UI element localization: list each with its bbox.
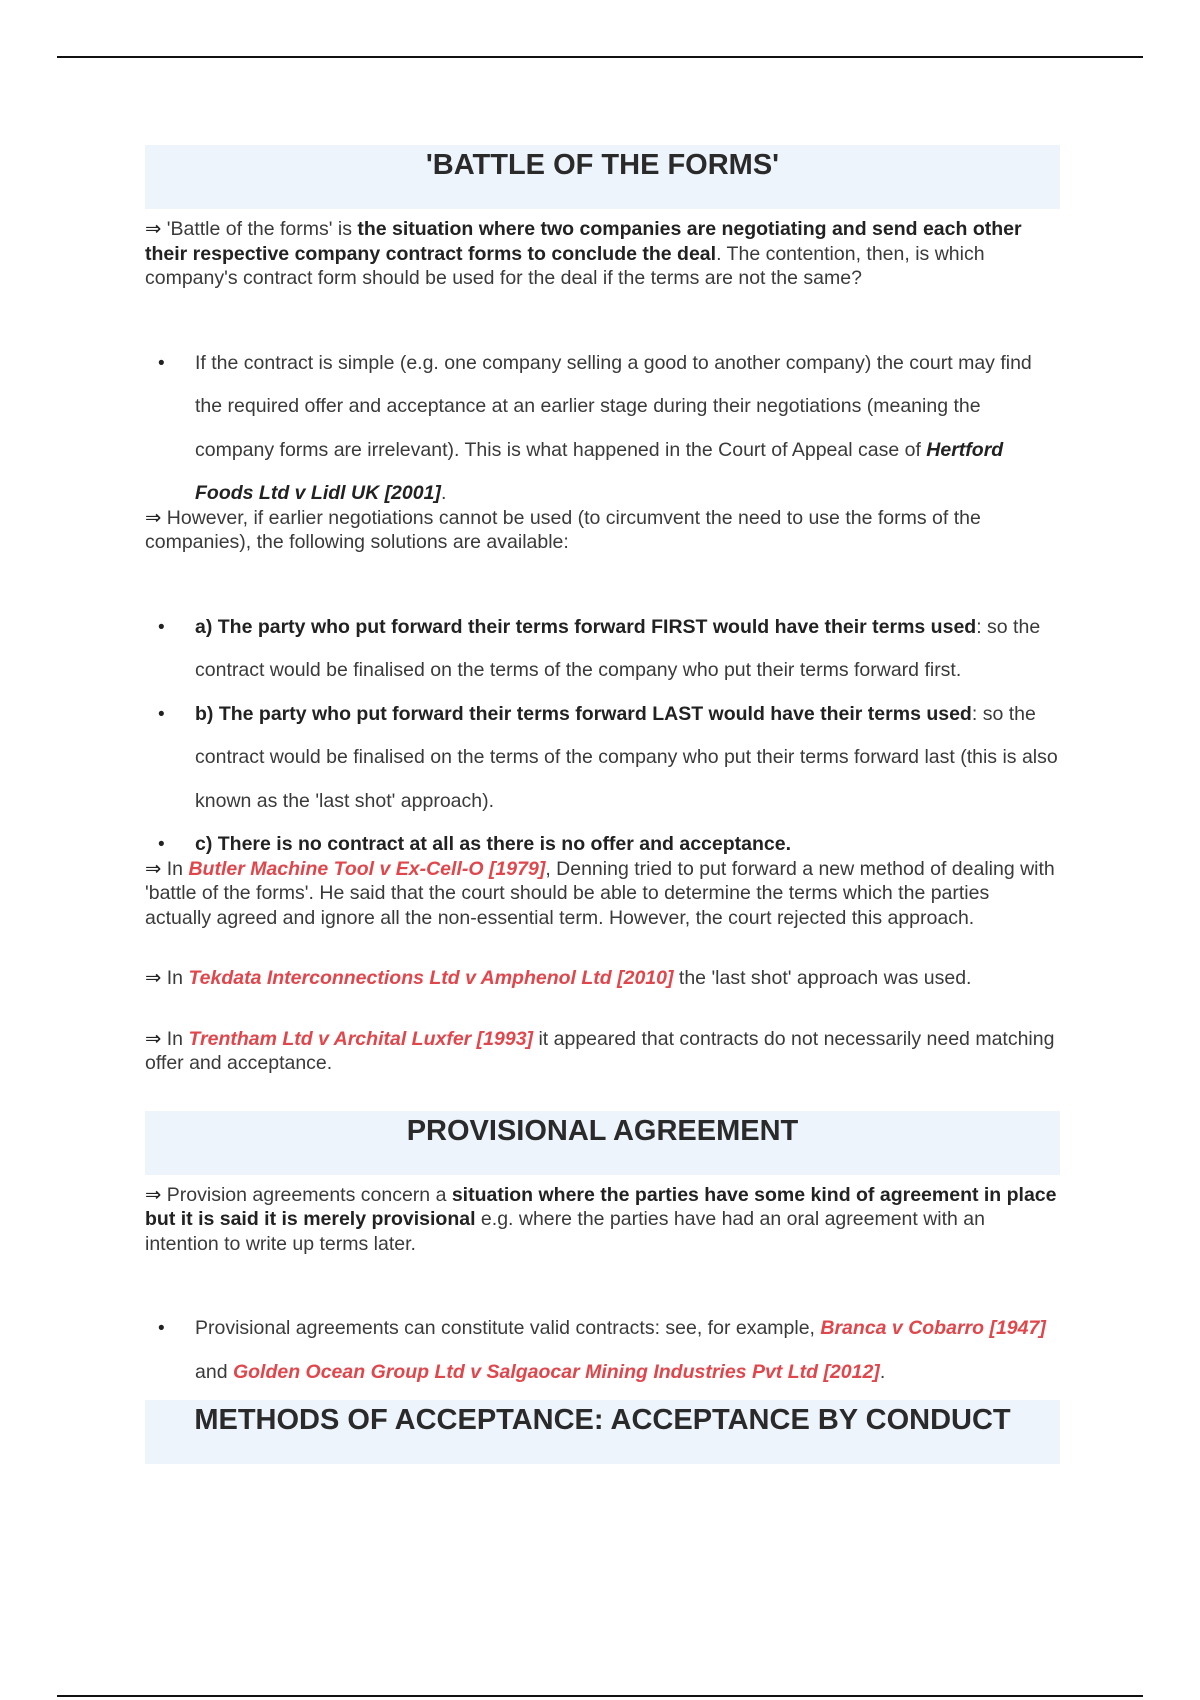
- provisional-list: [145, 1307, 1060, 1394]
- provisional-intro-paragraph: ⇒ Provision agreements concern a situation where the parties have some kind of agreement in place but it is said it is merely provisional e.g. where the parties have had an oral agreement with an intention to write up terms later.: [145, 1183, 1057, 1255]
- case-citation: Trentham Ltd v Archital Luxfer [1993]: [188, 1027, 534, 1050]
- page-top-rule: [57, 56, 1143, 58]
- tekdata-paragraph: ⇒ In Tekdata Interconnections Ltd v Amphenol Ltd [2010] the 'last shot' approach was used.: [145, 967, 972, 989]
- butler-paragraph: ⇒ In Butler Machine Tool v Ex-Cell-O [1979], Denning tried to put forward a new method of dealing with 'battle of the forms'. He said that the court should be able to determine the terms which the parties actually agreed and ignore all the non-essential term. However, the court rejected this approach.: [145, 857, 1055, 929]
- heading-text: PROVISIONAL AGREEMENT: [406, 1114, 799, 1147]
- solutions-list: [145, 606, 1060, 867]
- list-item: • c) There is no contract at all as there is no offer and acceptance.: [145, 823, 1060, 867]
- case-citation: Branca v Cobarro [1947]: [820, 1317, 1046, 1339]
- case-citation: Butler Machine Tool v Ex-Cell-O [1979]: [188, 857, 546, 880]
- arrow-icon: ⇒: [145, 1183, 162, 1206]
- case-citation: Hertford Foods Ltd v Lidl UK [2001]: [195, 438, 1004, 504]
- however-paragraph: ⇒ However, if earlier negotiations cannot be used (to circumvent the need to use the forms of the companies), the following solutions are available:: [145, 506, 981, 553]
- heading-text: 'BATTLE OF THE FORMS': [425, 149, 780, 181]
- arrow-icon: ⇒: [145, 857, 162, 880]
- heading-text: METHODS OF ACCEPTANCE: ACCEPTANCE BY CONDUCT: [194, 1404, 1011, 1436]
- battle-intro-paragraph: ⇒ 'Battle of the forms' is the situation where two companies are negotiating and send each other their respective company contract forms to conclude the deal. The contention, then, is which company's contract form should be used for the deal if the terms are not the same?: [145, 218, 1022, 289]
- arrow-icon: ⇒: [145, 218, 162, 240]
- heading-provisional-agreement: [145, 1111, 1060, 1175]
- arrow-icon: ⇒: [145, 1027, 162, 1050]
- page-bottom-rule: [57, 1695, 1143, 1697]
- list-item: • Provisional agreements can constitute valid contracts: see, for example, Branca v Cobarro [1947] and Golden Ocean Group Ltd v Salgaocar Mining Industries Pvt Ltd [2012].: [145, 1307, 1060, 1394]
- trentham-paragraph: ⇒ In Trentham Ltd v Archital Luxfer [1993] it appeared that contracts do not necessarily need matching offer and acceptance.: [145, 1027, 1055, 1074]
- arrow-icon: ⇒: [145, 967, 162, 989]
- simple-contract-list: [145, 342, 1060, 516]
- heading-methods-of-acceptance: [145, 1400, 1060, 1464]
- case-citation: Tekdata Interconnections Ltd v Amphenol Ltd [2010]: [188, 967, 674, 989]
- heading-battle-of-the-forms: [145, 145, 1060, 209]
- list-item: • b) The party who put forward their terms forward LAST would have their terms used: so the contract would be finalised on the terms of the company who put their terms forward last (this is also known as the 'last shot' approach).: [145, 693, 1060, 824]
- document-body: [145, 145, 1060, 1464]
- arrow-icon: ⇒: [145, 506, 162, 529]
- case-citation: Golden Ocean Group Ltd v Salgaocar Mining Industries Pvt Ltd [2012]: [232, 1360, 880, 1383]
- list-item: • a) The party who put forward their terms forward FIRST would have their terms used: so the contract would be finalised on the terms of the company who put their terms forward first.: [145, 606, 1060, 693]
- list-item: • If the contract is simple (e.g. one company selling a good to another company) the court may find the required offer and acceptance at an earlier stage during their negotiations (meaning the company forms are irrelevant). This is what happened in the Court of Appeal case of Hertford Foods Ltd v Lidl UK [2001].: [145, 342, 1060, 516]
